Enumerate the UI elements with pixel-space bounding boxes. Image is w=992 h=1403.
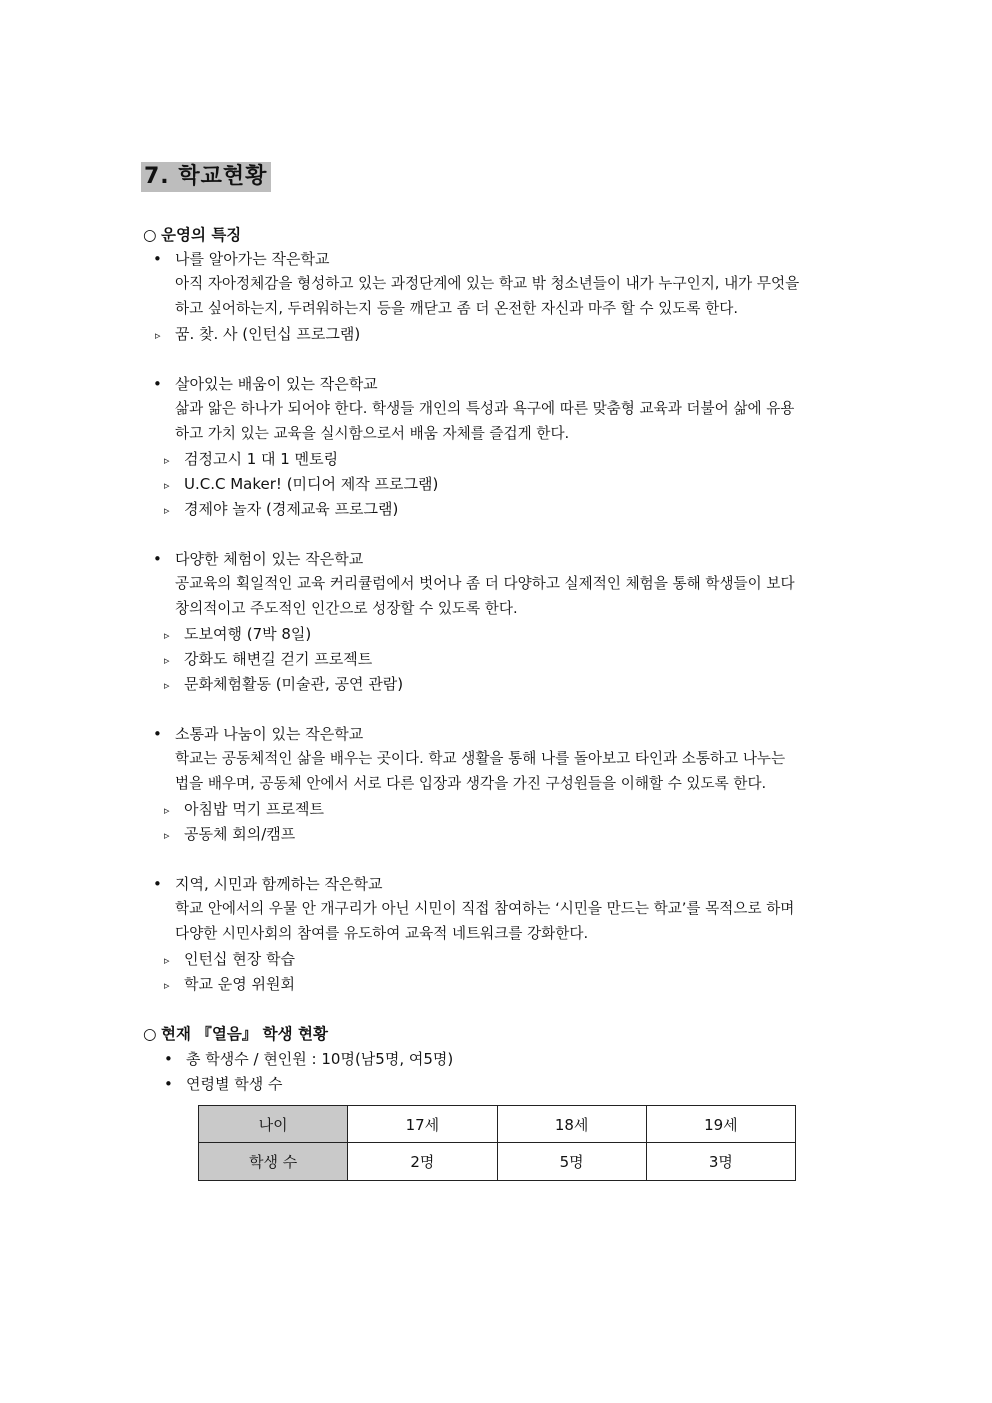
table-cell: 3명 — [646, 1143, 795, 1181]
student-summary-text: 총 학생수 / 현인원 : 10명(남5명, 여5명) — [186, 1050, 454, 1068]
dot-bullet-icon: • — [164, 1075, 173, 1093]
program-item — [164, 673, 403, 697]
triangle-bullet-icon: ▹ — [164, 654, 170, 667]
program-item-text: 공동체 회의/캠프 — [184, 825, 296, 843]
feature-description-line: 하고 싶어하는지, 두려워하는지 등을 깨닫고 좀 더 온전한 자신과 마주 할 수 있도록 한다. — [175, 300, 739, 317]
program-item-text: 경제야 놀자 (경제교육 프로그램) — [184, 500, 399, 518]
feature-description-line: 다양한 시민사회의 참여를 유도하여 교육적 네트워크를 강화한다. — [175, 925, 589, 942]
dot-bullet-icon: • — [153, 725, 162, 743]
student-summary — [164, 1048, 453, 1070]
program-item-text: 꿈. 찾. 사 (인턴십 프로그램) — [175, 325, 361, 343]
triangle-bullet-icon: ▹ — [164, 804, 170, 817]
feature-title-text: 다양한 체험이 있는 작은학교 — [175, 550, 364, 568]
table-cell: 5명 — [497, 1143, 646, 1181]
program-item — [164, 948, 295, 972]
program-item-text: 도보여행 (7박 8일) — [184, 625, 312, 643]
triangle-bullet-icon: ▹ — [155, 329, 161, 342]
program-item — [164, 798, 324, 822]
feature-description-line: 하고 가치 있는 교육을 실시함으로서 배움 자체를 즐겁게 한다. — [175, 425, 570, 442]
table-cell: 18세 — [497, 1106, 646, 1143]
student-age-label — [164, 1073, 282, 1095]
table-header-cell: 나이 — [199, 1106, 348, 1143]
program-item — [164, 473, 438, 497]
feature-title — [153, 373, 378, 395]
program-item-text: 학교 운영 위원회 — [184, 975, 295, 993]
program-item — [164, 498, 398, 522]
triangle-bullet-icon: ▹ — [164, 454, 170, 467]
program-item-text: U.C.C Maker! (미디어 제작 프로그램) — [184, 475, 439, 493]
feature-title-text: 나를 알아가는 작은학교 — [175, 250, 330, 268]
triangle-bullet-icon: ▹ — [164, 954, 170, 967]
section-heading-text: 현재 『열음』 학생 현황 — [161, 1025, 328, 1043]
circle-bullet-icon: ○ — [143, 226, 157, 244]
program-item-text: 강화도 해변길 걷기 프로젝트 — [184, 650, 373, 668]
dot-bullet-icon: • — [153, 375, 162, 393]
feature-description-line: 법을 배우며, 공동체 안에서 서로 다른 입장과 생각을 가진 구성원들을 이해할 수 있도록 한다. — [175, 775, 767, 792]
program-item — [164, 448, 338, 472]
feature-title-text: 지역, 시민과 함께하는 작은학교 — [175, 875, 383, 893]
student-age-label-text: 연령별 학생 수 — [186, 1075, 283, 1093]
program-item — [155, 323, 360, 347]
circle-bullet-icon: ○ — [143, 1025, 157, 1043]
dot-bullet-icon: • — [153, 250, 162, 268]
program-item-text: 인턴십 현장 학습 — [184, 950, 295, 968]
feature-description-line: 삶과 앎은 하나가 되어야 한다. 학생들 개인의 특성과 욕구에 따른 맞춤형 교육과 더불어 삶에 유용 — [175, 400, 795, 417]
section-heading-students — [143, 1023, 328, 1045]
program-item — [164, 648, 372, 672]
triangle-bullet-icon: ▹ — [164, 629, 170, 642]
section-heading-features — [143, 224, 241, 246]
student-age-table — [198, 1105, 796, 1181]
feature-description-line: 공교육의 획일적인 교육 커리큘럼에서 벗어나 좀 더 다양하고 실제적인 체험을 통해 학생들이 보다 — [175, 575, 795, 592]
dot-bullet-icon: • — [164, 1050, 173, 1068]
triangle-bullet-icon: ▹ — [164, 829, 170, 842]
table-cell: 2명 — [348, 1143, 497, 1181]
triangle-bullet-icon: ▹ — [164, 679, 170, 692]
program-item-text: 문화체험활동 (미술관, 공연 관람) — [184, 675, 404, 693]
program-item-text: 아침밥 먹기 프로젝트 — [184, 800, 324, 818]
table-cell: 19세 — [646, 1106, 795, 1143]
feature-description-line: 학교 안에서의 우물 안 개구리가 아닌 시민이 직접 참여하는 ‘시민을 만드는 학교’를 목적으로 하며 — [175, 900, 795, 917]
table-header-cell: 학생 수 — [199, 1143, 348, 1181]
table-cell: 17세 — [348, 1106, 497, 1143]
program-item — [164, 823, 295, 847]
triangle-bullet-icon: ▹ — [164, 504, 170, 517]
dot-bullet-icon: • — [153, 875, 162, 893]
feature-description-line: 학교는 공동체적인 삶을 배우는 곳이다. 학교 생활을 통해 나를 돌아보고 타인과 소통하고 나누는 — [175, 750, 786, 767]
table-row — [199, 1106, 796, 1143]
triangle-bullet-icon: ▹ — [164, 479, 170, 492]
feature-title — [153, 248, 329, 270]
page-title: 7. 학교현황 — [141, 162, 271, 192]
feature-title-text: 소통과 나눔이 있는 작은학교 — [175, 725, 364, 743]
program-item — [164, 623, 311, 647]
feature-title — [153, 548, 363, 570]
program-item — [164, 973, 295, 997]
section-heading-text: 운영의 특징 — [161, 226, 242, 244]
triangle-bullet-icon: ▹ — [164, 979, 170, 992]
feature-title — [153, 873, 382, 895]
table-row — [199, 1143, 796, 1181]
program-item-text: 검정고시 1 대 1 멘토링 — [184, 450, 339, 468]
feature-title — [153, 723, 363, 745]
feature-description-line: 창의적이고 주도적인 인간으로 성장할 수 있도록 한다. — [175, 600, 518, 617]
feature-title-text: 살아있는 배움이 있는 작은학교 — [175, 375, 378, 393]
dot-bullet-icon: • — [153, 550, 162, 568]
feature-description-line: 아직 자아정체감을 형성하고 있는 과정단계에 있는 학교 밖 청소년들이 내가 누구인지, 내가 무엇을 — [175, 275, 800, 292]
